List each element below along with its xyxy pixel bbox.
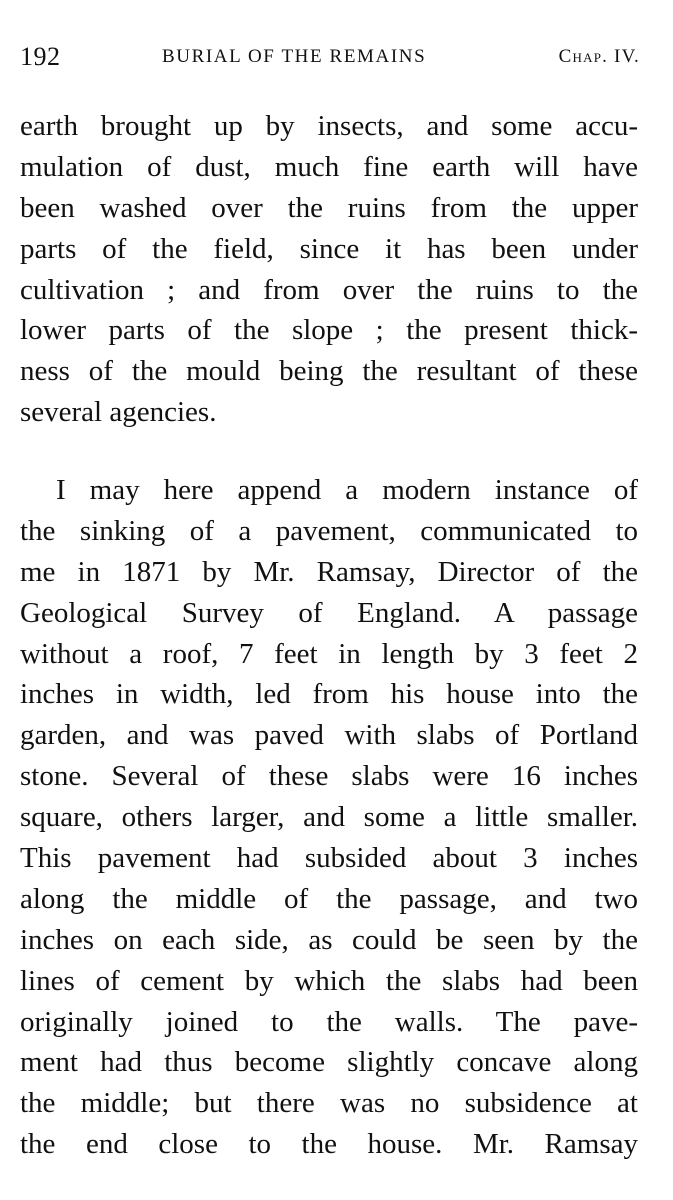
text-line: several agencies. <box>20 396 217 429</box>
text-line: parts of the field, since it has been under <box>20 232 638 265</box>
text-line: Geological Survey of England. A passage <box>20 596 638 629</box>
paragraph-2 <box>20 470 638 1165</box>
text-line: ness of the mould being the resultant of these <box>20 355 638 388</box>
text-line: the middle; but there was no subsidence at <box>20 1087 638 1120</box>
paragraph-1 <box>20 106 638 433</box>
text-line: the sinking of a pavement, communicated to <box>20 514 638 547</box>
text-line: mulation of dust, much fine earth will have <box>20 150 638 183</box>
text-line: been washed over the ruins from the upper <box>20 191 638 224</box>
text-line: inches in width, led from his house into the <box>20 678 638 711</box>
text-line: along the middle of the passage, and two <box>20 882 638 915</box>
text-line: the end close to the house. Mr. Ramsay <box>20 1128 638 1161</box>
text-line: without a roof, 7 feet in length by 3 feet 2 <box>20 637 638 670</box>
text-line: me in 1871 by Mr. Ramsay, Director of the <box>20 555 638 588</box>
text-line: earth brought up by insects, and some accu- <box>20 110 638 142</box>
text-line: lower parts of the slope ; the present thick- <box>20 314 638 347</box>
text-line: This pavement had subsided about 3 inches <box>20 842 638 875</box>
text-line: originally joined to the walls. The pave- <box>20 1005 638 1038</box>
page-header <box>20 42 640 76</box>
text-line: square, others larger, and some a little smaller. <box>20 801 638 834</box>
running-title: BURIAL OF THE REMAINS <box>162 46 427 67</box>
text-line: inches on each side, as could be seen by the <box>20 923 638 956</box>
text-line: I may here append a modern instance of <box>56 474 638 506</box>
text-line: stone. Several of these slabs were 16 inches <box>20 760 638 793</box>
text-line: garden, and was paved with slabs of Portland <box>20 719 638 752</box>
chapter-label: Chap. IV. <box>558 46 640 67</box>
text-line: ment had thus become slightly concave along <box>20 1046 638 1079</box>
page-number: 192 <box>20 42 61 71</box>
text-line: cultivation ; and from over the ruins to the <box>20 273 638 306</box>
text-line: lines of cement by which the slabs had been <box>20 964 638 997</box>
